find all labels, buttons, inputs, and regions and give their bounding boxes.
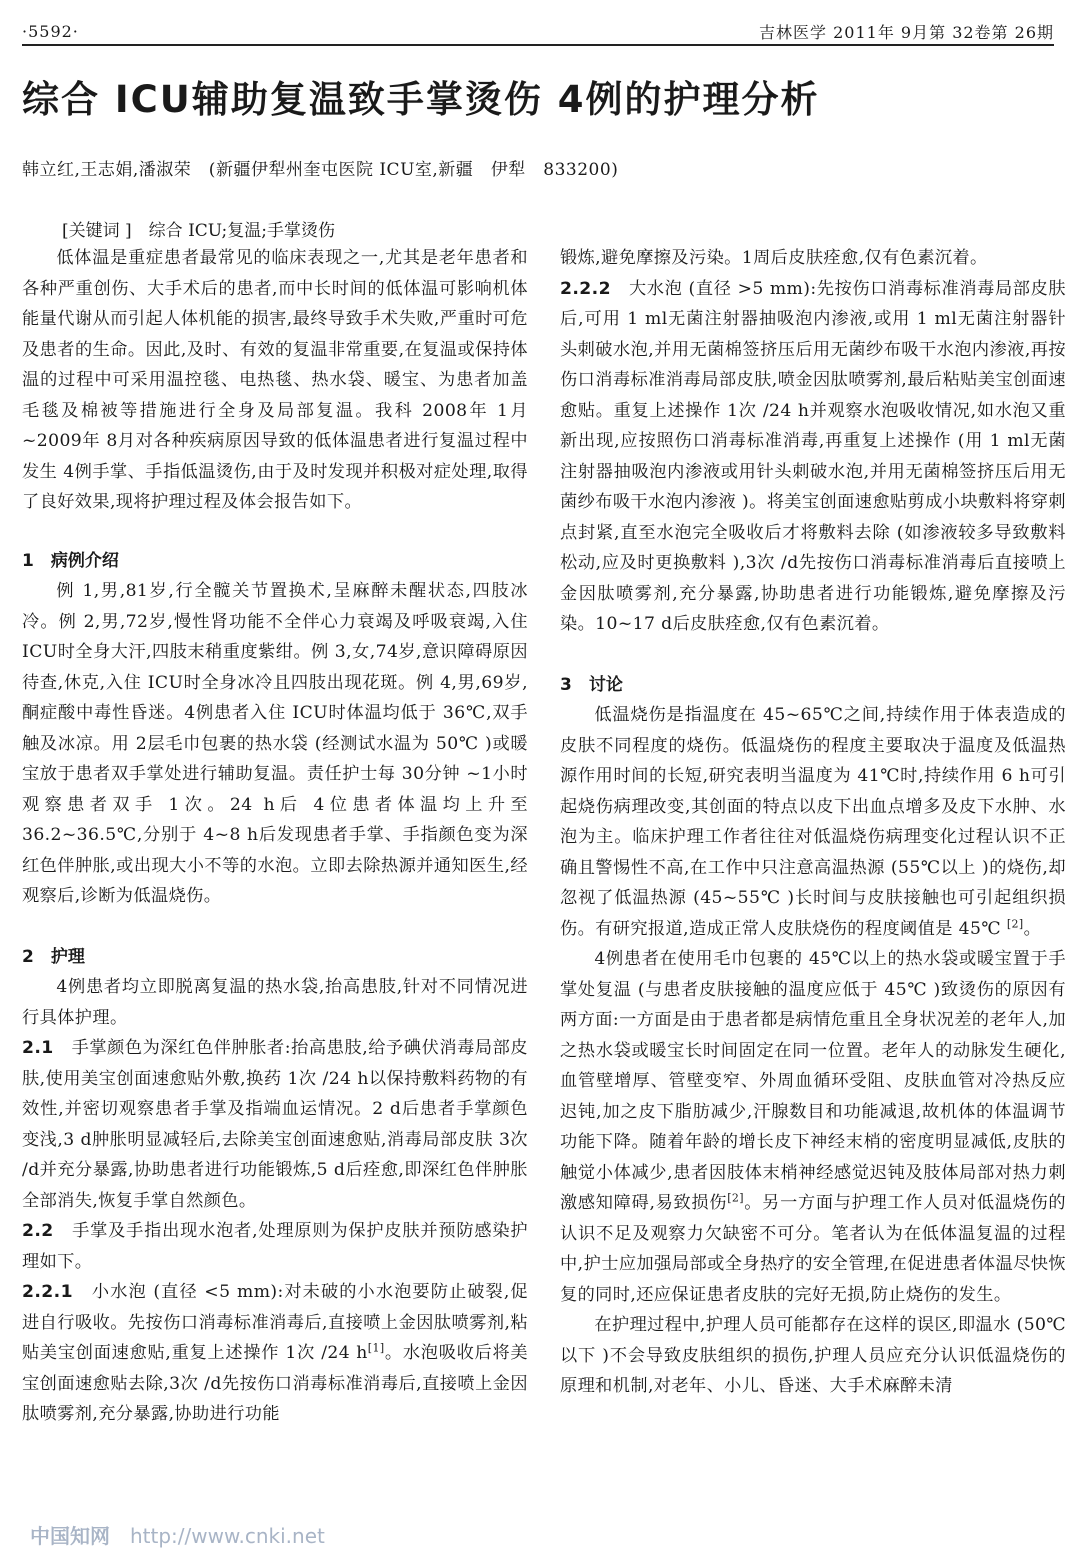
- watermark-url: http://www.cnki.net: [130, 1524, 325, 1548]
- citation-ref: [2]: [727, 1191, 744, 1205]
- cnki-watermark: [30, 1520, 325, 1549]
- journal-info: 吉林医学 2011年 9月第 32卷第 26期: [759, 23, 1054, 42]
- page-number: ·5592·: [22, 22, 79, 41]
- subsection-2-2: [22, 1216, 528, 1277]
- article-title: 综合 ICU辅助复温致手掌烫伤 4例的护理分析: [22, 78, 820, 121]
- subsection-2-2-1-tail: 。水泡吸收后将美宝创面速愈贴去除,3次 /d先按伤口消毒标准消毒后,直接喷上金因肽喷雾剂,充分暴露,协助进行功能: [22, 1343, 528, 1424]
- discussion-paragraph-1: [560, 700, 1066, 944]
- subsection-2-2-1: [22, 1277, 528, 1430]
- subsection-2-2-2-text: 大水泡 (直径 >5 mm):先按伤口消毒标准消毒局部皮肤后,可用 1 ml无菌注射器抽吸泡内渗液,或用 1 ml无菌注射器针头刺破水泡,并用无菌棉签挤压后用无菌纱布吸干水泡内渗液,再按伤口消毒标准消毒局部皮肤,喷金因肽喷雾剂,最后粘贴美宝创面速愈贴。重复上述操作 1次 /24 h并观察水泡吸收情况,如水泡又重新出现,应按照伤口消毒标准消毒,再重复上述操作 (用 1 ml无菌注射器抽吸泡内渗液或用针头刺破水泡,并用无菌棉签挤压后用无菌纱布吸干水泡内渗液 )。将美宝创面速愈贴剪成小块敷料将穿刺点封紧,直至水泡完全吸收后才将敷料去除 (如渗液较多导致敷料松动,应及时更换敷料 ),3次 /d先按伤口消毒标准消毒后直接喷上金因肽喷雾剂,充分暴露,协助患者进行功能锻炼,避免摩擦及污染。10~17 d后皮肤痊愈,仅有色素沉着。: [560, 278, 1066, 634]
- watermark-brand: 中国知网: [30, 1524, 110, 1548]
- section-2-body: 4例患者均立即脱离复温的热水袋,抬高患肢,针对不同情况进行具体护理。: [22, 977, 528, 1028]
- subsection-2-2-1-label: 2.2.1: [22, 1282, 73, 1302]
- discussion-paragraph-3: 在护理过程中,护理人员可能都存在这样的误区,即温水 (50℃以下 )不会导致皮肤组织的损伤,护理人员应充分认识低温烧伤的原理和机制,对老年、小儿、昏迷、大手术麻醉未清: [560, 1315, 1066, 1396]
- right-column: [560, 243, 1066, 1402]
- subsection-2-2-label: 2.2: [22, 1221, 54, 1241]
- header-rule: [22, 44, 1054, 46]
- section-2-heading: 2 护理: [22, 946, 85, 967]
- discussion-paragraph-2: [560, 944, 1066, 1310]
- authors-affiliation: 韩立红,王志娟,潘淑荣 (新疆伊犁州奎屯医院 ICU室,新疆 伊犁 833200): [22, 160, 619, 180]
- discussion-2-text: 4例患者在使用毛巾包裹的 45℃以上的热水袋或暖宝置于手掌处复温 (与患者皮肤接触的温度应低于 45℃ )致烫伤的原因有两方面:一方面是由于患者都是病情危重且全身状况差的老年人,加之热水袋或暖宝长时间固定在同一位置。老年人的动脉发生硬化,血管壁增厚、管壁变窄、外周血循环受阻、皮肤血管对冷热反应迟钝,加之皮下脂肪减少,汗腺数目和功能减退,故机体的体温调节功能下降。随着年龄的增长皮下神经末梢的密度明显减低,皮肤的触觉小体减少,患者因肢体末梢神经感觉迟钝及肢体局部对热力刺激感知障碍,易致损伤: [560, 949, 1066, 1213]
- subsection-2-2-1-text: 小水泡 (直径 <5 mm):对未破的小水泡要防止破裂,促进自行吸收。先按伤口消毒标准消毒后,直接喷上金因肽喷雾剂,粘贴美宝创面速愈贴,重复上述操作 1次 /24 h: [22, 1282, 528, 1363]
- discussion-1-tail: 。: [1023, 918, 1042, 939]
- left-column: [22, 243, 528, 1430]
- citation-ref: [2]: [1006, 916, 1024, 930]
- intro-paragraph: 低体温是重症患者最常见的临床表现之一,尤其是老年患者和各种严重创伤、大手术后的患者,而中长时间的低体温可影响机体能量代谢从而引起人体机能的损害,最终导致手术失败,严重时可危及患者的生命。因此,及时、有效的复温非常重要,在复温或保持体温的过程中可采用温控毯、电热毯、热水袋、暖宝、为患者加盖毛毯及棉被等措施进行全身及局部复温。我科 2008年 1月 ~2009年 8月对各种疾病原因导致的低体温患者进行复温过程中发生 4例手掌、手指低温烫伤,由于及时发现并积极对症处理,取得了良好效果,现将护理过程及体会报告如下。: [22, 248, 528, 512]
- subsection-2-2-2: [560, 274, 1066, 640]
- page-header: [22, 14, 1054, 44]
- discussion-1-text: 低温烧伤是指温度在 45~65℃之间,持续作用于体表造成的皮肤不同程度的烧伤。低温烧伤的程度主要取决于温度及低温热源作用时间的长短,研究表明当温度为 41℃时,持续作用 6 h可引起烧伤病理改变,其创面的特点以皮下出血点增多及皮下水肿、水泡为主。临床护理工作者往往对低温烧伤病理变化过程认识不正确且警惕性不高,在工作中只注意高温热源 (55℃以上 )的烧伤,却忽视了低温热源 (45~55℃ )长时间与皮肤接触也可引起组织损伤。有研究报道,造成正常人皮肤烧伤的程度阈值是 45℃: [560, 705, 1066, 939]
- subsection-2-2-2-label: 2.2.2: [560, 278, 611, 299]
- citation-ref: [1]: [367, 1341, 385, 1355]
- section-3-heading: 3 讨论: [560, 674, 623, 695]
- keywords: [关键词 ] 综合 ICU;复温;手掌烫伤: [62, 221, 335, 241]
- subsection-2-1: [22, 1033, 528, 1216]
- section-1-body: 例 1,男,81岁,行全髋关节置换术,呈麻醉未醒状态,四肢冰冷。例 2,男,72岁,慢性肾功能不全伴心力衰竭及呼吸衰竭,入住 ICU时全身大汗,四肢末稍重度紫绀。例 3,女,74岁,意识障碍原因待查,休克,入住 ICU时全身冰冷且四肢出现花斑。例 4,男,69岁,酮症酸中毒性昏迷。4例患者入住 ICU时体温均低于 36℃,双手触及冰凉。用 2层毛巾包裹的热水袋 (经测试水温为 50℃ )或暖宝放于患者双手掌处进行辅助复温。责任护士每 30分钟 ~1小时观察患者双手 1次。24 h后 4位患者体温均上升至 36.2~36.5℃,分别于 4~8 h后发现患者手掌、手指颜色变为深红色伴肿胀,或出现大小不等的水泡。立即去除热源并通知医生,经观察后,诊断为低温烧伤。: [22, 581, 528, 906]
- subsection-2-1-label: 2.1: [22, 1038, 54, 1058]
- continued-paragraph: 锻炼,避免摩擦及污染。1周后皮肤痊愈,仅有色素沉着。: [560, 248, 988, 268]
- subsection-2-1-text: 手掌颜色为深红色伴肿胀者:抬高患肢,给予碘伏消毒局部皮肤,使用美宝创面速愈贴外敷,换药 1次 /24 h以保持敷料药物的有效性,并密切观察患者手掌及指端血运情况。2 d后患者手掌颜色变浅,3 d肿胀明显减轻后,去除美宝创面速愈贴,消毒局部皮肤 3次 /d并充分暴露,协助患者进行功能锻炼,5 d后痊愈,即深红色伴肿胀全部消失,恢复手掌自然颜色。: [22, 1038, 528, 1211]
- section-1-heading: 1 病例介绍: [22, 550, 119, 571]
- subsection-2-2-text: 手掌及手指出现水泡者,处理原则为保护皮肤并预防感染护理如下。: [22, 1221, 528, 1272]
- discussion-2-tail: 。另一方面与护理工作人员对低温烧伤的认识不足及观察力欠缺密不可分。笔者认为在低体温复温的过程中,护士应加强局部或全身热疗的安全管理,在促进患者体温尽快恢复的同时,还应保证患者皮肤的完好无损,防止烧伤的发生。: [560, 1193, 1067, 1305]
